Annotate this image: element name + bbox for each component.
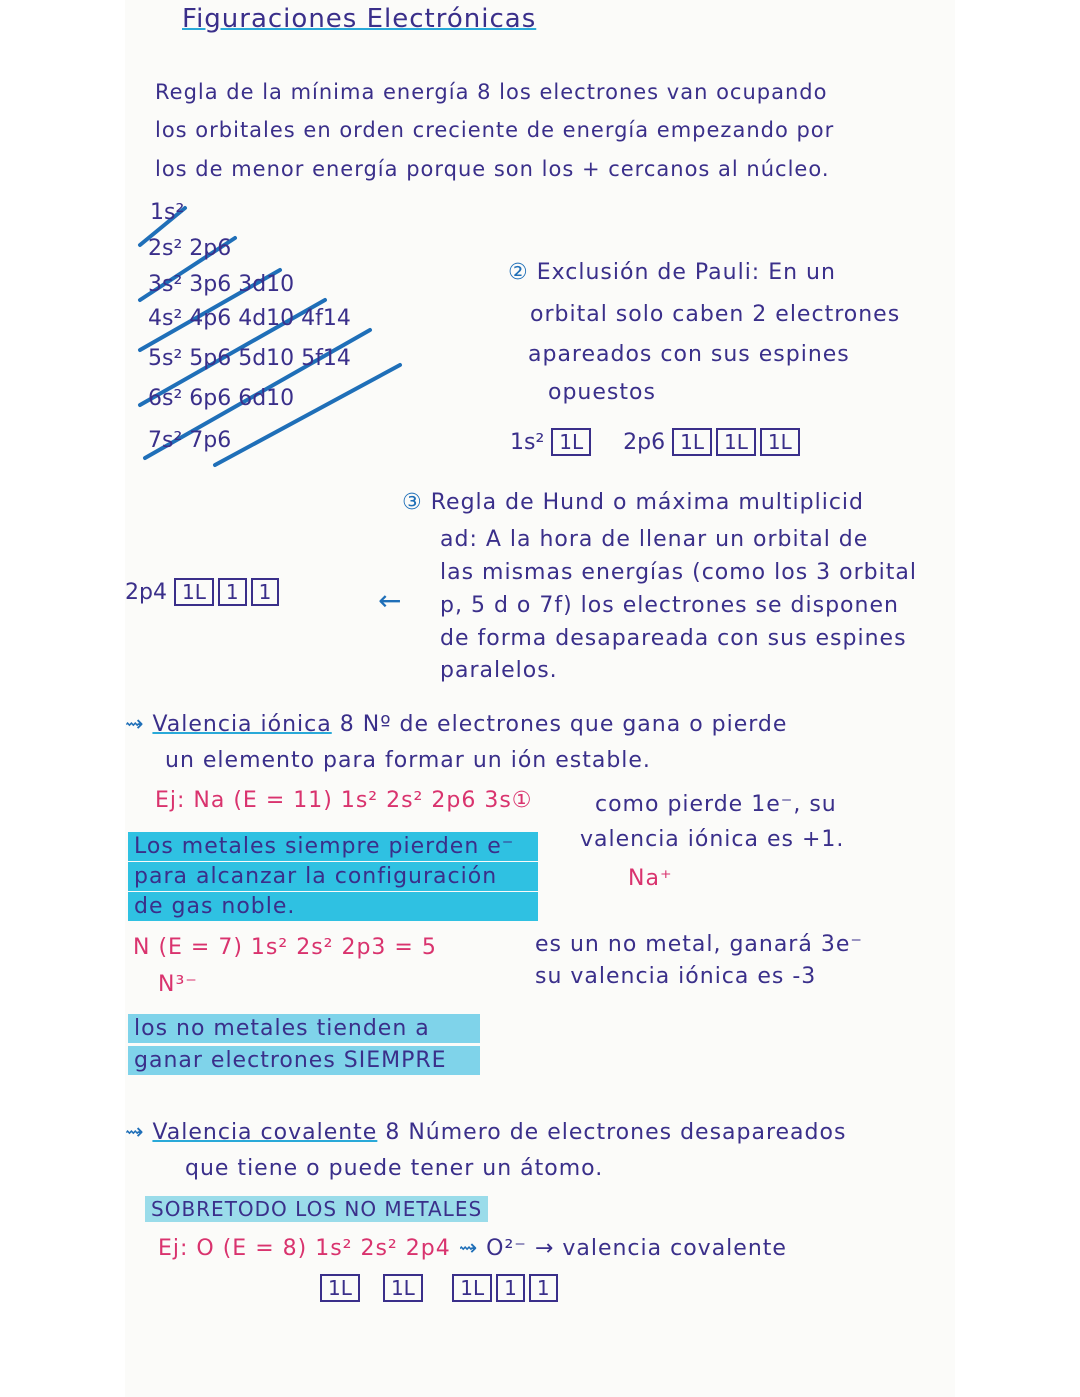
hund-text1: Regla de Hund o máxima multiplicid [430, 490, 864, 515]
squiggle-arrow-icon: ⇝ [125, 712, 145, 737]
orbital-box: 1L [672, 428, 712, 456]
squiggle-arrow-icon: ⇝ [458, 1236, 479, 1261]
arrow-right-icon: → [534, 1236, 555, 1261]
covalent-line1 [125, 1120, 846, 1145]
orbital-box: 1L [551, 428, 591, 456]
aufbau-row-4: 4s² 4p6 4d10 4f14 [148, 306, 351, 331]
orbital-box: 1L [320, 1274, 360, 1302]
pauli-line2: orbital solo caben 2 electrones [530, 302, 901, 327]
hund-line1 [402, 490, 864, 515]
ionic-ex2-ion: N³⁻ [158, 972, 198, 997]
ionic-ex1-note2: valencia iónica es +1. [580, 827, 845, 852]
covalent-note: SOBRETODO LOS NO METALES [145, 1196, 488, 1222]
pauli-line3: apareados con sus espines [528, 342, 850, 367]
hund-line5: de forma desapareada con sus espines [440, 626, 907, 651]
page-title [182, 4, 536, 34]
ionic-heading: Valencia iónica [152, 712, 332, 737]
metals-note-2: para alcanzar la configuración [128, 862, 538, 891]
orbital-box: 1L [174, 578, 214, 606]
ionic-ex2-note1: es un no metal, ganará 3e⁻ [535, 932, 863, 957]
hund-line2: ad: A la hora de llenar un orbital de [440, 527, 869, 552]
pauli-ex2-label: 2p6 [623, 430, 666, 455]
ionic-line2: un elemento para formar un ión estable. [165, 748, 651, 773]
rule1-line2: los orbitales en orden creciente de energía empezando por [155, 118, 835, 142]
covalent-boxes [320, 1274, 562, 1302]
orbital-box: 1 [251, 578, 280, 606]
pauli-example [510, 428, 804, 456]
rule1-line3: los de menor energía porque son los + cercanos al núcleo. [155, 157, 830, 181]
title-text: Figuraciones Electrónicas [182, 4, 537, 34]
orbital-box: 1L [452, 1274, 492, 1302]
squiggle-arrow-icon: ⇝ [125, 1120, 145, 1145]
metals-note-3: de gas noble. [128, 892, 538, 921]
hund-ex-label: 2p4 [125, 580, 167, 605]
hund-line6: paralelos. [440, 658, 558, 683]
orbital-box: 1L [760, 428, 800, 456]
pauli-ex1-label: 1s² [510, 430, 545, 455]
metals-note-1: Los metales siempre pierden e⁻ [128, 832, 538, 861]
aufbau-row-1: 1s² [150, 200, 185, 225]
aufbau-row-5: 5s² 5p6 5d10 5f14 [148, 346, 351, 371]
ionic-ex1-ion: Na⁺ [628, 866, 673, 891]
ionic-ex2-note2: su valencia iónica es -3 [535, 964, 817, 989]
pauli-line1 [508, 260, 836, 285]
aufbau-row-3: 3s² 3p6 3d10 [148, 272, 295, 297]
orbital-box: 1L [383, 1274, 423, 1302]
rule1-line1: Regla de la mínima energía 8 los electrones van ocupando [155, 80, 828, 104]
covalent-text1: 8 Número de electrones desapareados [385, 1120, 847, 1145]
pauli-number: ② [508, 260, 529, 285]
aufbau-row-2: 2s² 2p6 [148, 236, 232, 261]
ionic-text1: 8 Nº de electrones que gana o pierde [339, 712, 788, 737]
hund-line4: p, 5 d o 7f) los electrones se disponen [440, 593, 899, 618]
aufbau-row-7: 7s² 7p6 [148, 428, 232, 453]
ionic-line1 [125, 712, 787, 737]
pauli-text1: Exclusión de Pauli: En un [536, 260, 836, 285]
aufbau-row-6: 6s² 6p6 6d10 [148, 386, 295, 411]
covalent-ex-text: Ej: O (E = 8) 1s² 2s² 2p4 [158, 1236, 451, 1261]
ionic-example-2: N (E = 7) 1s² 2s² 2p3 = 5 [133, 935, 437, 960]
covalent-heading: Valencia covalente [152, 1120, 378, 1145]
ionic-ex1-note1: como pierde 1e⁻, su [595, 792, 837, 817]
covalent-line2: que tiene o puede tener un átomo. [185, 1156, 604, 1181]
hund-number: ③ [402, 490, 423, 515]
orbital-box: 1L [716, 428, 756, 456]
orbital-box: 1 [529, 1274, 558, 1302]
ionic-example-1: Ej: Na (E = 11) 1s² 2s² 2p6 3s① [155, 788, 533, 813]
notebook-page [125, 0, 955, 1397]
nonmetals-note-1: los no metales tienden a [128, 1014, 480, 1043]
hund-example [125, 578, 283, 606]
pauli-line4: opuestos [548, 380, 656, 405]
hund-line3: las mismas energías (como los 3 orbital [440, 560, 917, 585]
covalent-example [158, 1236, 787, 1261]
orbital-box: 1 [496, 1274, 525, 1302]
orbital-box: 1 [218, 578, 247, 606]
covalent-ex-result: valencia covalente [562, 1236, 787, 1261]
left-arrow-icon: ← [378, 584, 403, 617]
nonmetals-note-2: ganar electrones SIEMPRE [128, 1046, 480, 1075]
covalent-ex-ion: O²⁻ [486, 1236, 527, 1261]
